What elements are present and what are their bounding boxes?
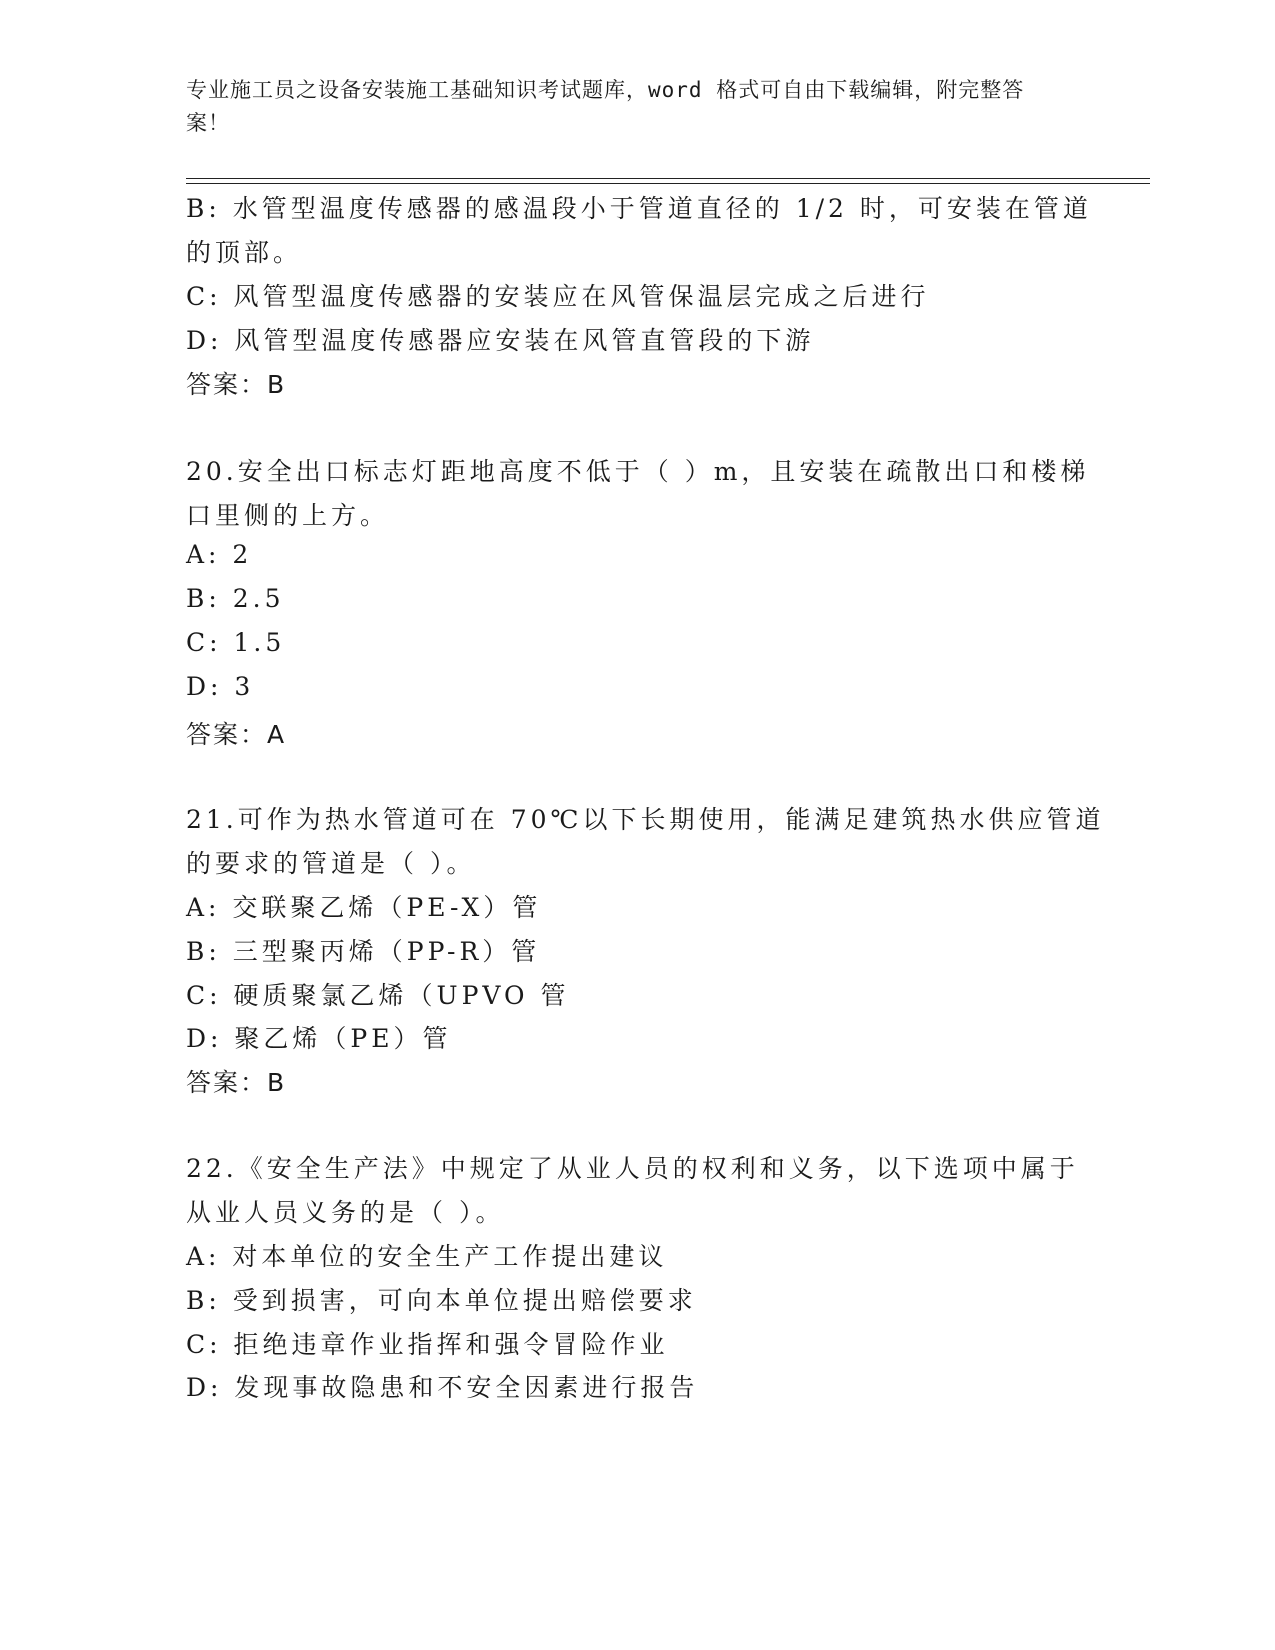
option-line: A: 2 [186,540,253,569]
page-header: 专业施工员之设备安装施工基础知识考试题库，word 格式可自由下载编辑，附完整答案！ [186,78,1025,135]
option-line: A: 对本单位的安全生产工作提出建议 [186,1242,668,1271]
option-line: D: 风管型温度传感器应安装在风管直管段的下游 [186,326,815,355]
option-line: C: 拒绝违章作业指挥和强令冒险作业 [186,1330,669,1359]
option-line: B: 水管型温度传感器的感温段小于管道直径的 1/2 时，可安装在管道 [186,194,1092,223]
question-stem: 22.《安全生产法》中规定了从业人员的权利和义务，以下选项中属于 [186,1154,1079,1183]
option-line: A: 交联聚乙烯（PE-X）管 [186,893,542,922]
option-line: C: 风管型温度传感器的安装应在风管保温层完成之后进行 [186,282,930,311]
option-line: D: 聚乙烯（PE）管 [186,1024,452,1053]
option-line: C: 硬质聚氯乙烯（UPVO 管 [186,981,570,1010]
question-stem: 口里侧的上方。 [186,501,390,530]
answer-line: 答案：A [186,720,287,749]
option-line: D: 3 [186,672,255,701]
header-rule-top [186,178,1150,179]
option-line: B: 三型聚丙烯（PP-R）管 [186,937,541,966]
option-line: 的顶部。 [186,238,303,267]
option-line: D: 发现事故隐患和不安全因素进行报告 [186,1373,699,1402]
question-stem: 从业人员义务的是（ ）。 [186,1198,505,1227]
option-line: B: 2.5 [186,584,285,613]
option-line: C: 1.5 [186,628,286,657]
question-stem: 20.安全出口标志灯距地高度不低于（ ）m，且安装在疏散出口和楼梯 [186,457,1090,486]
question-stem: 的要求的管道是（ ）。 [186,849,476,878]
answer-line: 答案：B [186,1068,287,1097]
answer-line: 答案：B [186,370,287,399]
question-stem: 21.可作为热水管道可在 70℃以下长期使用，能满足建筑热水供应管道 [186,805,1105,834]
option-line: B: 受到损害，可向本单位提出赔偿要求 [186,1286,697,1315]
header-rule-bottom [186,183,1150,184]
